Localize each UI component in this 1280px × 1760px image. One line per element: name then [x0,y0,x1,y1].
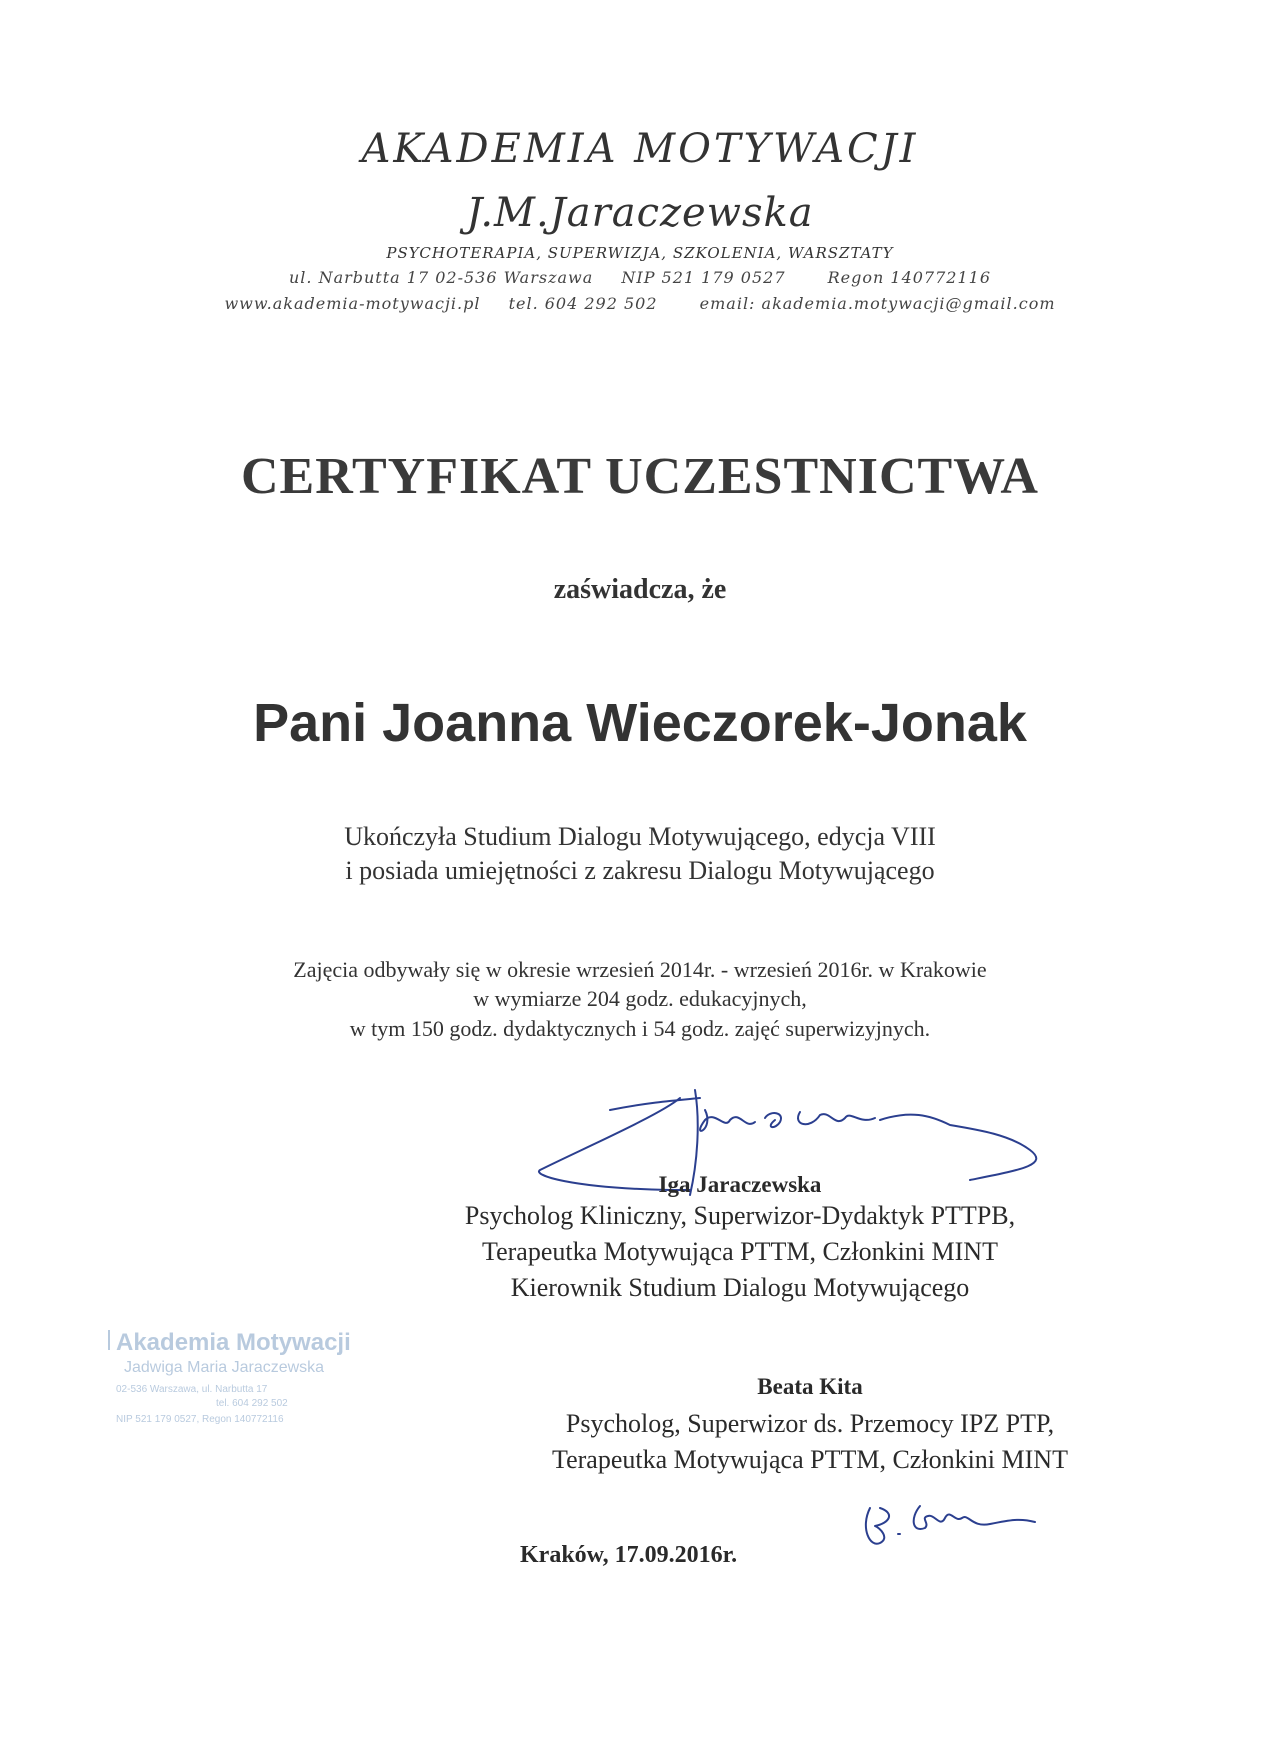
issue-date: Kraków, 17.09.2016r. [520,1542,738,1568]
period-line-2: w wymiarze 204 godz. edukacyjnych, [473,986,807,1011]
signatory-1-block [380,1172,1100,1306]
stamp-line-2: Jadwiga Maria Jaraczewska [124,1359,325,1376]
course-line-2: i posiada umiejętności z zakresu Dialogu Motywującego [345,856,935,885]
letterhead-services: PSYCHOTERAPIA, SUPERWIZJA, SZKOLENIA, WARSZTATY [386,244,894,262]
letterhead-nip: NIP 521 179 0527 [621,268,786,287]
course-line-1: Ukończyła Studium Dialogu Motywującego, edycja VIII [344,822,936,851]
letterhead-contact-line [0,294,1280,313]
signatory-2-role-2: Terapeutka Motywująca PTTM, Członkini MINT [552,1445,1068,1474]
signatory-1-role-2: Terapeutka Motywująca PTTM, Członkini MINT [482,1237,998,1266]
letterhead-phone: tel. 604 292 502 [508,294,658,313]
certificate-title: CERTYFIKAT UCZESTNICTWA [241,448,1039,505]
signatory-1-role-1: Psycholog Kliniczny, Superwizor-Dydaktyk PTTPB, [464,1201,1016,1230]
signatory-1-role-3: Kierownik Studium Dialogu Motywującego [510,1273,970,1302]
signatory-2-block [460,1374,1160,1478]
letterhead-address: ul. Narbutta 17 02-536 Warszawa [288,268,594,287]
attests-text: zaświadcza, że [553,574,727,605]
signatory-2-role-1: Psycholog, Superwizor ds. Przemocy IPZ PTP, [565,1409,1055,1438]
stamp-line-3: 02-536 Warszawa, ul. Narbutta 17 [116,1384,268,1395]
letterhead-address-line [0,268,1280,287]
stamp-line-5: NIP 521 179 0527, Regon 140772116 [116,1414,284,1425]
letterhead-website: www.akademia-motywacji.pl [224,294,481,313]
stamp-line-4: tel. 604 292 502 [216,1398,288,1409]
stamp-line-1: Akademia Motywacji [116,1329,351,1356]
period-line-1: Zajęcia odbywały się w okresie wrzesień 2014r. - wrzesień 2016r. w Krakowie [293,957,987,982]
company-stamp [106,1328,396,1438]
letterhead-email: email: akademia.motywacji@gmail.com [699,294,1056,313]
signatory-2-name: Beata Kita [757,1374,863,1399]
letterhead-regon: Regon 140772116 [827,268,992,287]
recipient-name: Pani Joanna Wieczorek-Jonak [253,693,1027,753]
signatory-1-name: Iga Jaraczewska [658,1172,822,1197]
period-line-3: w tym 150 godz. dydaktycznych i 54 godz. zajęć superwizyjnych. [349,1016,931,1041]
letterhead-owner-name: J.M.Jaraczewska [466,190,814,236]
handwritten-signature-2 [850,1488,1050,1558]
letterhead-academy-name: AKADEMIA MOTYWACJI [361,126,919,172]
